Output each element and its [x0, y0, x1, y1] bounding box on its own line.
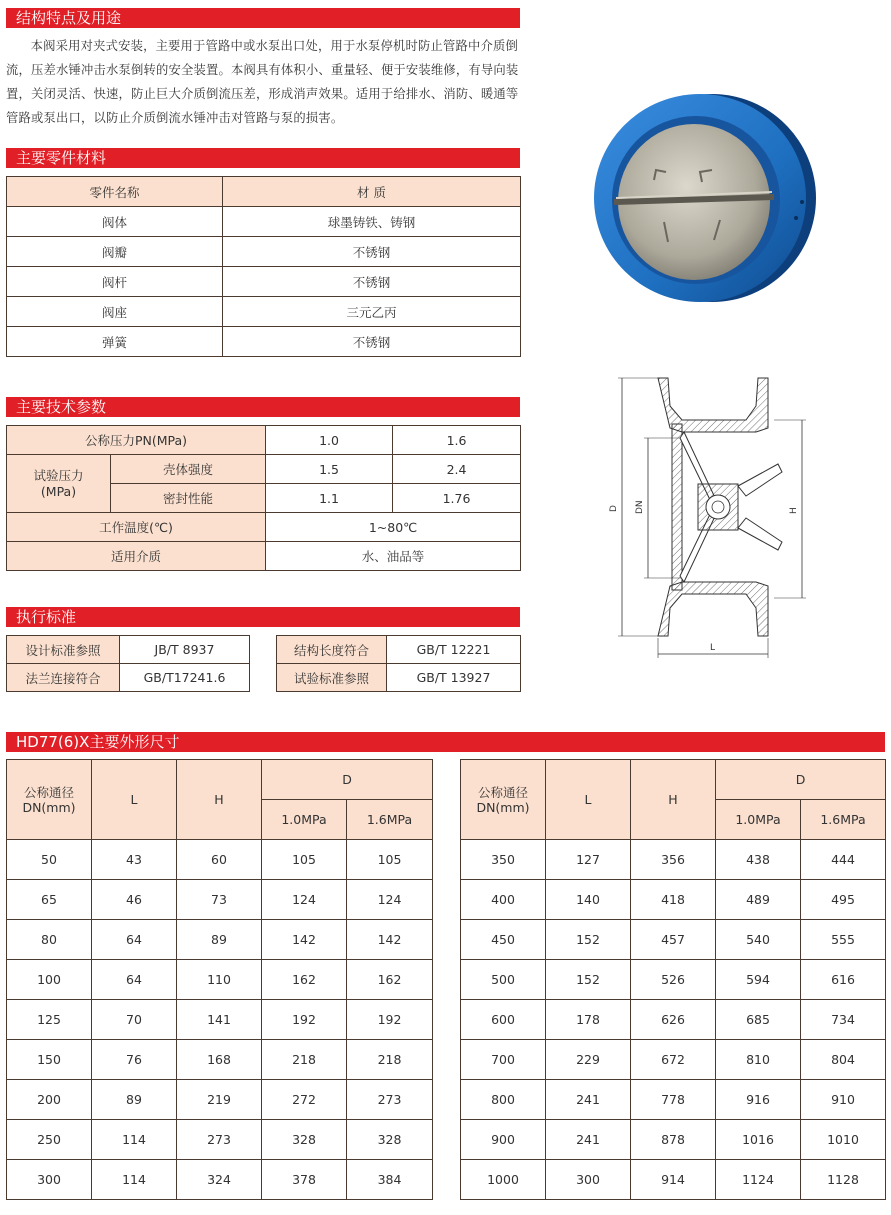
table-row — [7, 880, 433, 920]
table-row — [461, 1120, 886, 1160]
dim-cell: 80 — [7, 920, 92, 960]
section-bar-tech — [6, 397, 520, 417]
dim-cell: 916 — [716, 1080, 801, 1120]
table-row — [7, 297, 521, 327]
shell-value-2: 2.4 — [393, 455, 521, 484]
medium-label: 适用介质 — [7, 542, 266, 571]
dim-cell: 142 — [262, 920, 347, 960]
standards-table-left — [6, 635, 250, 692]
section-title-parts: 主要零件材料 — [16, 149, 107, 167]
dim-cell: 500 — [461, 960, 546, 1000]
dim-cell: 73 — [177, 880, 262, 920]
medium-value: 水、油品等 — [266, 542, 521, 571]
part-material: 球墨铸铁、铸钢 — [223, 207, 521, 237]
dim-cell: 328 — [347, 1120, 433, 1160]
dim-cell: 241 — [546, 1080, 631, 1120]
std-value: GB/T 13927 — [387, 664, 521, 692]
valve-photo — [584, 92, 820, 304]
pn-label: 公称压力PN(MPa) — [7, 426, 266, 455]
dim-cell: 219 — [177, 1080, 262, 1120]
part-name: 弹簧 — [7, 327, 223, 357]
table-row — [461, 880, 886, 920]
table-row — [461, 1080, 886, 1120]
dim-cell: 218 — [347, 1040, 433, 1080]
dim-cell: 142 — [347, 920, 433, 960]
dim-cell: 489 — [716, 880, 801, 920]
dimensions-table-right — [460, 759, 886, 1200]
shell-strength-label: 壳体强度 — [111, 455, 266, 484]
dim-cell: 800 — [461, 1080, 546, 1120]
parts-header-material: 材 质 — [223, 177, 521, 207]
dim-cell: 168 — [177, 1040, 262, 1080]
dimensions-table-left — [6, 759, 433, 1200]
dim-cell: 700 — [461, 1040, 546, 1080]
part-name: 阀座 — [7, 297, 223, 327]
table-row — [7, 1160, 433, 1200]
dim-cell: 105 — [347, 840, 433, 880]
dim-cell: 124 — [262, 880, 347, 920]
dim-cell: 384 — [347, 1160, 433, 1200]
h-header: H — [631, 760, 716, 840]
dim-cell: 810 — [716, 1040, 801, 1080]
std-label: 结构长度符合 — [277, 636, 387, 664]
dim-cell: 50 — [7, 840, 92, 880]
part-name: 阀瓣 — [7, 237, 223, 267]
table-row — [7, 840, 433, 880]
dim-cell: 100 — [7, 960, 92, 1000]
dim-cell: 555 — [801, 920, 886, 960]
part-material: 不锈钢 — [223, 267, 521, 297]
dim-cell: 152 — [546, 960, 631, 1000]
dim-cell: 162 — [262, 960, 347, 1000]
part-material: 不锈钢 — [223, 327, 521, 357]
dim-cell: 356 — [631, 840, 716, 880]
parts-header-row — [7, 177, 521, 207]
dim-cell: 76 — [92, 1040, 177, 1080]
dim-cell: 124 — [347, 880, 433, 920]
dim-cell: 450 — [461, 920, 546, 960]
dim-cell: 594 — [716, 960, 801, 1000]
section-bar-dimensions — [6, 732, 885, 752]
seal-value-1: 1.1 — [266, 484, 393, 513]
dim-cell: 192 — [347, 1000, 433, 1040]
dim-cell: 804 — [801, 1040, 886, 1080]
standards-table-right — [276, 635, 521, 692]
dim-cell: 324 — [177, 1160, 262, 1200]
dim-cell: 672 — [631, 1040, 716, 1080]
table-row — [7, 960, 433, 1000]
dim-cell: 152 — [546, 920, 631, 960]
l-header: L — [546, 760, 631, 840]
drawing-label-dn: DN — [635, 500, 645, 514]
table-row — [461, 1040, 886, 1080]
dim-cell: 778 — [631, 1080, 716, 1120]
dim-cell: 272 — [262, 1080, 347, 1120]
table-row — [7, 1080, 433, 1120]
dim-cell: 495 — [801, 880, 886, 920]
dim-cell: 64 — [92, 920, 177, 960]
dim-cell: 273 — [177, 1120, 262, 1160]
seal-performance-label: 密封性能 — [111, 484, 266, 513]
dim-cell: 300 — [546, 1160, 631, 1200]
std-label: 试验标准参照 — [277, 664, 387, 692]
section-title-dimensions: HD77(6)X主要外形尺寸 — [16, 733, 180, 751]
section-bar-standards — [6, 607, 520, 627]
std-label: 设计标准参照 — [7, 636, 120, 664]
dim-cell: 65 — [7, 880, 92, 920]
table-row — [7, 237, 521, 267]
parts-header-name: 零件名称 — [7, 177, 223, 207]
dim-cell: 89 — [177, 920, 262, 960]
valve-section-drawing — [606, 368, 812, 662]
table-row — [461, 920, 886, 960]
dim-cell: 1016 — [716, 1120, 801, 1160]
table-row — [461, 960, 886, 1000]
dim-cell: 89 — [92, 1080, 177, 1120]
part-name: 阀杆 — [7, 267, 223, 297]
dim-cell: 60 — [177, 840, 262, 880]
table-row — [7, 327, 521, 357]
temp-value: 1~80℃ — [266, 513, 521, 542]
test-pressure-label: 试验压力 (MPa) — [7, 455, 111, 513]
dim-cell: 43 — [92, 840, 177, 880]
section-bar-features — [6, 8, 520, 28]
dim-cell: 114 — [92, 1160, 177, 1200]
seal-value-2: 1.76 — [393, 484, 521, 513]
d-header: D — [716, 760, 886, 800]
section-title-tech: 主要技术参数 — [16, 398, 107, 416]
dn-header: 公称通径 DN(mm) — [7, 760, 92, 840]
dim-cell: 114 — [92, 1120, 177, 1160]
section-title-features: 结构特点及用途 — [16, 9, 122, 27]
dim-cell: 626 — [631, 1000, 716, 1040]
dim-cell: 457 — [631, 920, 716, 960]
dim-cell: 141 — [177, 1000, 262, 1040]
drawing-label-h: H — [789, 507, 799, 514]
dim-cell: 241 — [546, 1120, 631, 1160]
p2-header: 1.6MPa — [801, 800, 886, 840]
dim-cell: 250 — [7, 1120, 92, 1160]
dim-cell: 70 — [92, 1000, 177, 1040]
dim-cell: 400 — [461, 880, 546, 920]
std-value: GB/T17241.6 — [120, 664, 250, 692]
temp-label: 工作温度(℃) — [7, 513, 266, 542]
part-material: 不锈钢 — [223, 237, 521, 267]
dim-cell: 300 — [7, 1160, 92, 1200]
dim-cell: 46 — [92, 880, 177, 920]
dim-cell: 540 — [716, 920, 801, 960]
dim-cell: 150 — [7, 1040, 92, 1080]
dim-cell: 378 — [262, 1160, 347, 1200]
table-row — [461, 1160, 886, 1200]
part-material: 三元乙丙 — [223, 297, 521, 327]
dim-cell: 685 — [716, 1000, 801, 1040]
pn-value-2: 1.6 — [393, 426, 521, 455]
dim-cell: 110 — [177, 960, 262, 1000]
dim-cell: 878 — [631, 1120, 716, 1160]
dim-cell: 900 — [461, 1120, 546, 1160]
dn-header: 公称通径 DN(mm) — [461, 760, 546, 840]
table-row — [461, 1000, 886, 1040]
dim-cell: 910 — [801, 1080, 886, 1120]
table-row — [461, 840, 886, 880]
dim-cell: 192 — [262, 1000, 347, 1040]
table-row — [7, 1040, 433, 1080]
dim-cell: 914 — [631, 1160, 716, 1200]
intro-paragraph: 本阀采用对夹式安装，主要用于管路中或水泵出口处，用于水泵停机时防止管路中介质倒流，压差水锤冲击水泵倒转的安全装置。本阀具有体积小、重量轻、便于安装维修，有导向装置，关闭灵活、快速，防止巨大介质倒流压差，形成消声效果。适用于给排水、消防、暖通等管路或泵出口，以防止介质倒流水锤冲击对管路与泵的损害。 — [6, 39, 519, 125]
dim-cell: 1128 — [801, 1160, 886, 1200]
std-value: JB/T 8937 — [120, 636, 250, 664]
dim-cell: 218 — [262, 1040, 347, 1080]
table-row — [7, 1120, 433, 1160]
dim-cell: 1000 — [461, 1160, 546, 1200]
p1-header: 1.0MPa — [716, 800, 801, 840]
dim-cell: 350 — [461, 840, 546, 880]
std-value: GB/T 12221 — [387, 636, 521, 664]
dim-cell: 1010 — [801, 1120, 886, 1160]
dim-cell: 600 — [461, 1000, 546, 1040]
p2-header: 1.6MPa — [347, 800, 433, 840]
dim-cell: 444 — [801, 840, 886, 880]
table-row — [7, 207, 521, 237]
dim-cell: 125 — [7, 1000, 92, 1040]
table-row — [7, 267, 521, 297]
dim-cell: 1124 — [716, 1160, 801, 1200]
h-header: H — [177, 760, 262, 840]
section-title-standards: 执行标准 — [16, 608, 77, 626]
d-header: D — [262, 760, 433, 800]
parts-table — [6, 176, 521, 357]
table-row — [7, 920, 433, 960]
drawing-label-l: L — [710, 643, 716, 653]
dim-cell: 200 — [7, 1080, 92, 1120]
dim-cell: 127 — [546, 840, 631, 880]
std-label: 法兰连接符合 — [7, 664, 120, 692]
dim-cell: 229 — [546, 1040, 631, 1080]
dim-cell: 418 — [631, 880, 716, 920]
dim-cell: 273 — [347, 1080, 433, 1120]
pn-value-1: 1.0 — [266, 426, 393, 455]
part-name: 阀体 — [7, 207, 223, 237]
dim-cell: 178 — [546, 1000, 631, 1040]
dim-cell: 105 — [262, 840, 347, 880]
dim-cell: 140 — [546, 880, 631, 920]
tech-table — [6, 425, 521, 571]
l-header: L — [92, 760, 177, 840]
drawing-label-d: D — [609, 505, 619, 512]
dim-cell: 734 — [801, 1000, 886, 1040]
shell-value-1: 1.5 — [266, 455, 393, 484]
section-bar-parts — [6, 148, 520, 168]
dim-cell: 616 — [801, 960, 886, 1000]
dim-cell: 526 — [631, 960, 716, 1000]
p1-header: 1.0MPa — [262, 800, 347, 840]
dim-cell: 328 — [262, 1120, 347, 1160]
table-row — [7, 1000, 433, 1040]
dim-cell: 64 — [92, 960, 177, 1000]
dim-cell: 162 — [347, 960, 433, 1000]
dim-cell: 438 — [716, 840, 801, 880]
